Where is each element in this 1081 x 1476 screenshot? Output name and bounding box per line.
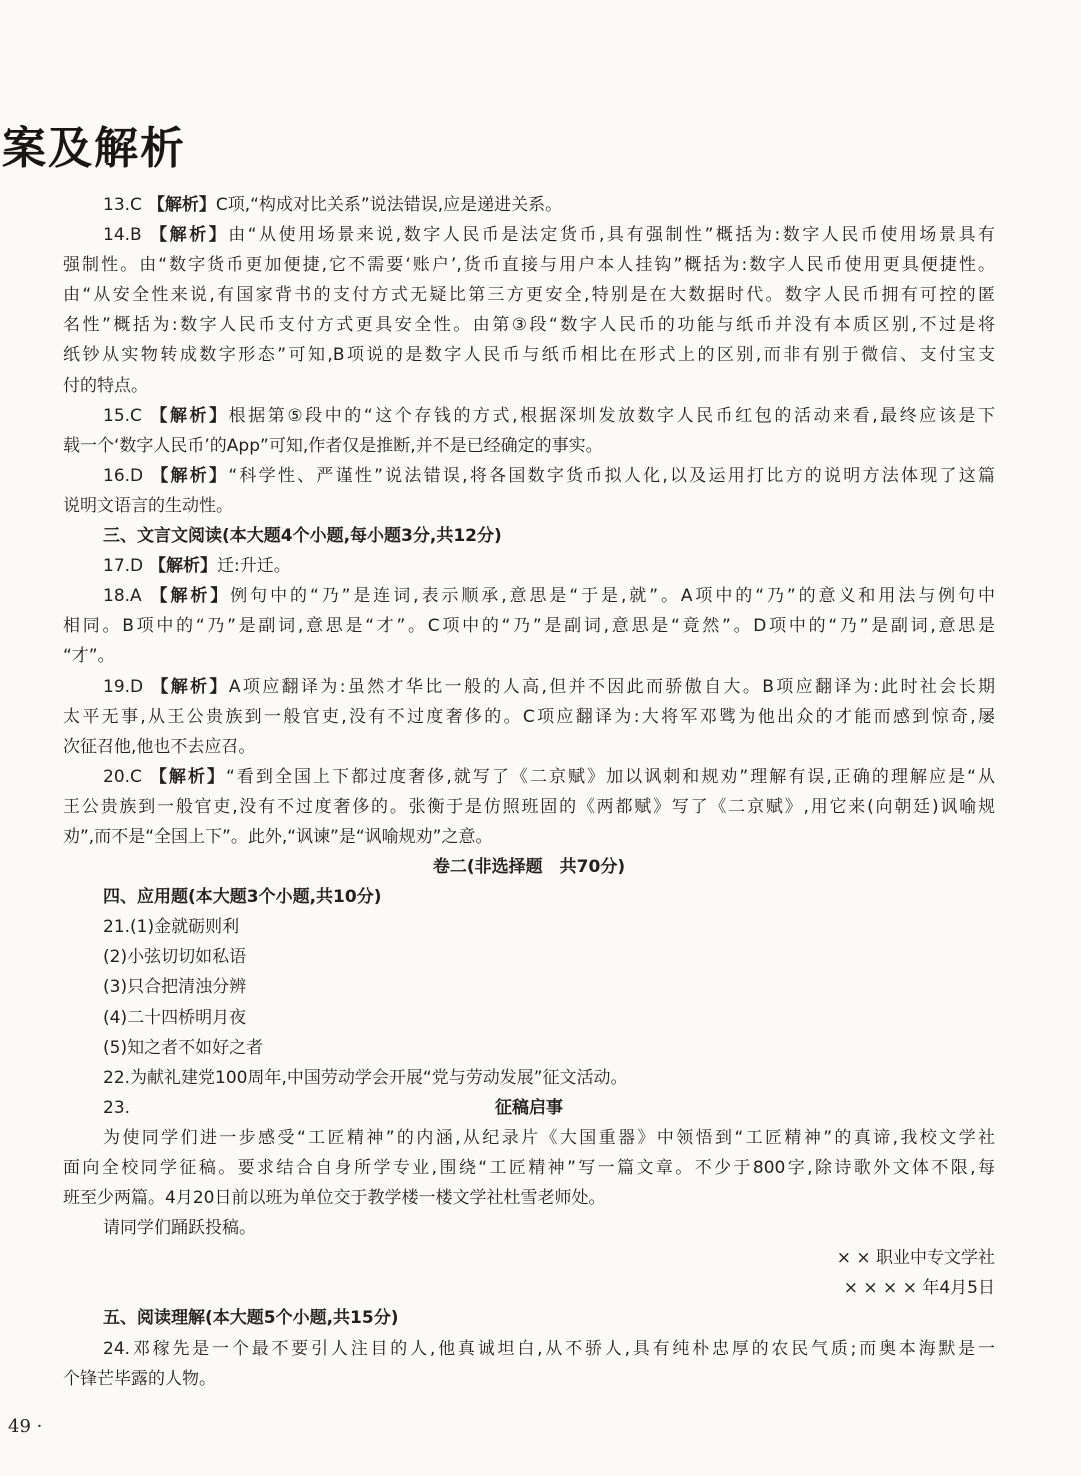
text-line xyxy=(63,280,995,310)
text-line xyxy=(63,1273,995,1303)
text-line xyxy=(63,882,995,912)
answer-block xyxy=(63,220,995,401)
text-line xyxy=(63,491,995,521)
text-line xyxy=(63,340,995,370)
question-number: 20.C xyxy=(103,766,142,787)
line-text: × × × × 年4月5日 xyxy=(843,1278,995,1299)
text-line xyxy=(63,792,995,822)
line-text: C项,“构成对比关系”说法错误,应是递进关系。 xyxy=(215,195,563,215)
analysis-tag: 【解析】 xyxy=(141,586,231,607)
line-text: 请同学们踊跃投稿。 xyxy=(103,1218,256,1239)
text-line xyxy=(63,822,995,852)
answer-block xyxy=(63,1063,995,1093)
line-text: 由“从使用场景来说,数字人民币是法定货币,具有强制性”概括为:数字人民币使用场景具有 xyxy=(228,225,995,246)
text-line xyxy=(63,1303,995,1333)
question-number: 18.A xyxy=(103,586,142,607)
line-text: 为使同学们进一步感受“工匠精神”的内涵,从纪录片《大国重器》中领悟到“工匠精神”的真谛,我校文学社 xyxy=(103,1127,995,1148)
text-line xyxy=(63,551,995,581)
line-text: 21.(1)金就砺则利 xyxy=(103,917,240,938)
line-text: “才”。 xyxy=(63,646,115,667)
answer-block xyxy=(63,1243,995,1303)
line-text: 四、应用题(本大题3个小题,共10分) xyxy=(103,887,382,908)
line-text: 强制性。由“数字货币更加便捷,它不需要‘账户’,货币直接与用户本人挂钩”概括为:数字人民币使用更具便捷性。 xyxy=(63,255,995,276)
text-line xyxy=(63,611,995,641)
line-text: 班至少两篇。4月20日前以班为单位交于教学楼一楼文学社杜雪老师处。 xyxy=(63,1188,606,1209)
answer-block xyxy=(63,581,995,671)
line-text: 迁:升迁。 xyxy=(217,556,291,577)
question-number: 19.D xyxy=(103,676,144,697)
analysis-tag: 【解析】 xyxy=(143,556,218,577)
line-text: 付的特点。 xyxy=(63,375,148,396)
line-text: 名性”概括为:数字人民币支付方式更具安全性。由第③段“数字人民币的功能与纸币并没有本质区别,不过是将 xyxy=(63,315,995,336)
line-text: 五、阅读理解(本大题5个小题,共15分) xyxy=(103,1308,399,1329)
analysis-tag: 【解析】 xyxy=(141,766,227,787)
answer-block xyxy=(63,1123,995,1213)
text-line xyxy=(63,1364,995,1394)
line-text: “科学性、严谨性”说法错误,将各国数字货币拟人化,以及运用打比方的说明方法体现了这篇 xyxy=(228,465,995,486)
text-line xyxy=(63,220,995,250)
question-number: 16.D xyxy=(103,465,144,486)
answer-block xyxy=(63,942,995,972)
line-text: 劝”,而不是“全国上下”。此外,“讽谏”是“讽喻规劝”之意。 xyxy=(63,826,493,847)
text-line xyxy=(63,521,995,551)
page-number: 49 · xyxy=(8,1416,43,1437)
analysis-tag: 【解析】 xyxy=(143,676,229,697)
line-text: 由“从安全性来说,有国家背书的支付方式无疑比第三方更安全,特别是在大数据时代。数字人民币拥有可控的匿 xyxy=(63,285,995,306)
text-line xyxy=(63,912,995,942)
text-line xyxy=(63,310,995,340)
answer-block xyxy=(63,1093,995,1123)
text-line xyxy=(63,1003,995,1033)
text-line xyxy=(63,1334,995,1364)
analysis-tag: 【解析】 xyxy=(141,195,216,215)
answer-block xyxy=(63,1334,995,1394)
text-line xyxy=(63,1123,995,1153)
text-line xyxy=(63,1153,995,1183)
text-line xyxy=(63,732,995,762)
line-text: (4)二十四桥明月夜 xyxy=(103,1007,247,1028)
answer-content xyxy=(63,190,995,1394)
line-text: × × 职业中专文学社 xyxy=(836,1248,995,1269)
line-text: 太平无事,从王公贵族到一般官吏,没有不过度奢侈的。C项应翻译为:大将军邓骘为他出众的才能而感到惊奇,屡 xyxy=(63,706,995,727)
answer-block xyxy=(63,912,995,942)
question-number: 15.C xyxy=(103,405,142,426)
line-text: 22.为献礼建党100周年,中国劳动学会开展“党与劳动发展”征文活动。 xyxy=(103,1067,628,1088)
answer-block xyxy=(63,1213,995,1243)
answer-block xyxy=(63,762,995,852)
text-line xyxy=(63,1243,995,1273)
text-line xyxy=(63,1033,995,1063)
answer-block xyxy=(63,672,995,762)
text-line xyxy=(63,1093,995,1123)
line-text: 24.邓稼先是一个最不要引人注目的人,他真诚坦白,从不骄人,具有纯朴忠厚的农民气质;而奥本海默是一 xyxy=(103,1338,995,1359)
answer-block xyxy=(63,1033,995,1063)
analysis-tag: 【解析】 xyxy=(141,405,229,426)
line-text: (3)只合把清浊分辨 xyxy=(103,977,247,998)
line-text: 根据第⑤段中的“这个存钱的方式,根据深圳发放数字人民币红包的活动来看,最终应该是下 xyxy=(228,405,995,426)
line-text: 卷二(非选择题 共70分) xyxy=(432,857,626,878)
line-text: (5)知之者不如好之者 xyxy=(103,1037,264,1058)
section-heading xyxy=(63,1303,995,1333)
line-text: 载一个‘数字人民币’的App”可知,作者仅是推断,并不是已经确定的事实。 xyxy=(63,435,603,456)
text-line xyxy=(63,1183,995,1213)
section-heading xyxy=(63,521,995,551)
line-text: 个锋芒毕露的人物。 xyxy=(63,1368,216,1389)
text-line xyxy=(63,702,995,732)
text-line xyxy=(63,852,995,882)
answer-block xyxy=(63,972,995,1002)
line-text: 说明文语言的生动性。 xyxy=(63,495,233,516)
line-text: 次征召他,他也不去应召。 xyxy=(63,736,256,757)
line-text: 面向全校同学征稿。要求结合自身所学专业,围绕“工匠精神”写一篇文章。不少于800字,除诗歌外文体不限,每 xyxy=(63,1158,995,1178)
text-line xyxy=(63,250,995,280)
text-line xyxy=(63,190,995,220)
answer-block xyxy=(63,190,995,220)
text-line xyxy=(63,581,995,611)
answer-block xyxy=(63,401,995,461)
text-line xyxy=(63,972,995,1002)
line-text: (2)小弦切切如私语 xyxy=(103,947,247,968)
text-line xyxy=(63,762,995,792)
analysis-tag: 【解析】 xyxy=(143,465,229,486)
text-line xyxy=(63,1213,995,1243)
text-line xyxy=(63,1063,995,1093)
text-line xyxy=(63,461,995,491)
question-number: 17.D xyxy=(103,556,144,577)
text-line xyxy=(63,371,995,401)
line-text: 相同。B项中的“乃”是副词,意思是“才”。C项中的“乃”是副词,意思是“竟然”。D项中的“乃”是副词,意思是 xyxy=(63,616,995,637)
answer-block xyxy=(63,461,995,521)
section-heading xyxy=(63,882,995,912)
text-line xyxy=(63,401,995,431)
answer-block xyxy=(63,551,995,581)
analysis-tag: 【解析】 xyxy=(141,225,229,246)
question-number: 14.B xyxy=(103,225,142,246)
text-line xyxy=(63,431,995,461)
text-line xyxy=(63,942,995,972)
line-text: 王公贵族到一般官吏,没有不过度奢侈的。张衡于是仿照班固的《两都赋》写了《二京赋》,用它来(向朝廷)讽喻规 xyxy=(63,796,995,817)
answer-block xyxy=(63,852,995,882)
text-line xyxy=(63,641,995,671)
answer-block xyxy=(63,1003,995,1033)
line-text: 纸钞从实物转成数字形态”可知,B项说的是数字人民币与纸币相比在形式上的区别,而非有别于微信、支付宝支 xyxy=(63,345,995,366)
page-title: 案及解析 xyxy=(2,123,186,174)
question-number: 13.C xyxy=(103,195,142,215)
notice-title: 征稿启事 xyxy=(495,1097,563,1118)
line-text: 三、文言文阅读(本大题4个小题,每小题3分,共12分) xyxy=(103,526,502,547)
text-line xyxy=(63,672,995,702)
line-text: A项应翻译为:虽然才华比一般的人高,但并不因此而骄傲自大。B项应翻译为:此时社会长期 xyxy=(228,676,995,697)
line-text: 例句中的“乃”是连词,表示顺承,意思是“于是,就”。A项中的“乃”的意义和用法与例句中 xyxy=(230,586,995,607)
line-text: “看到全国上下都过度奢侈,就写了《二京赋》加以讽刺和规劝”理解有误,正确的理解应是“从 xyxy=(226,766,995,787)
question-number: 23. xyxy=(103,1097,131,1118)
